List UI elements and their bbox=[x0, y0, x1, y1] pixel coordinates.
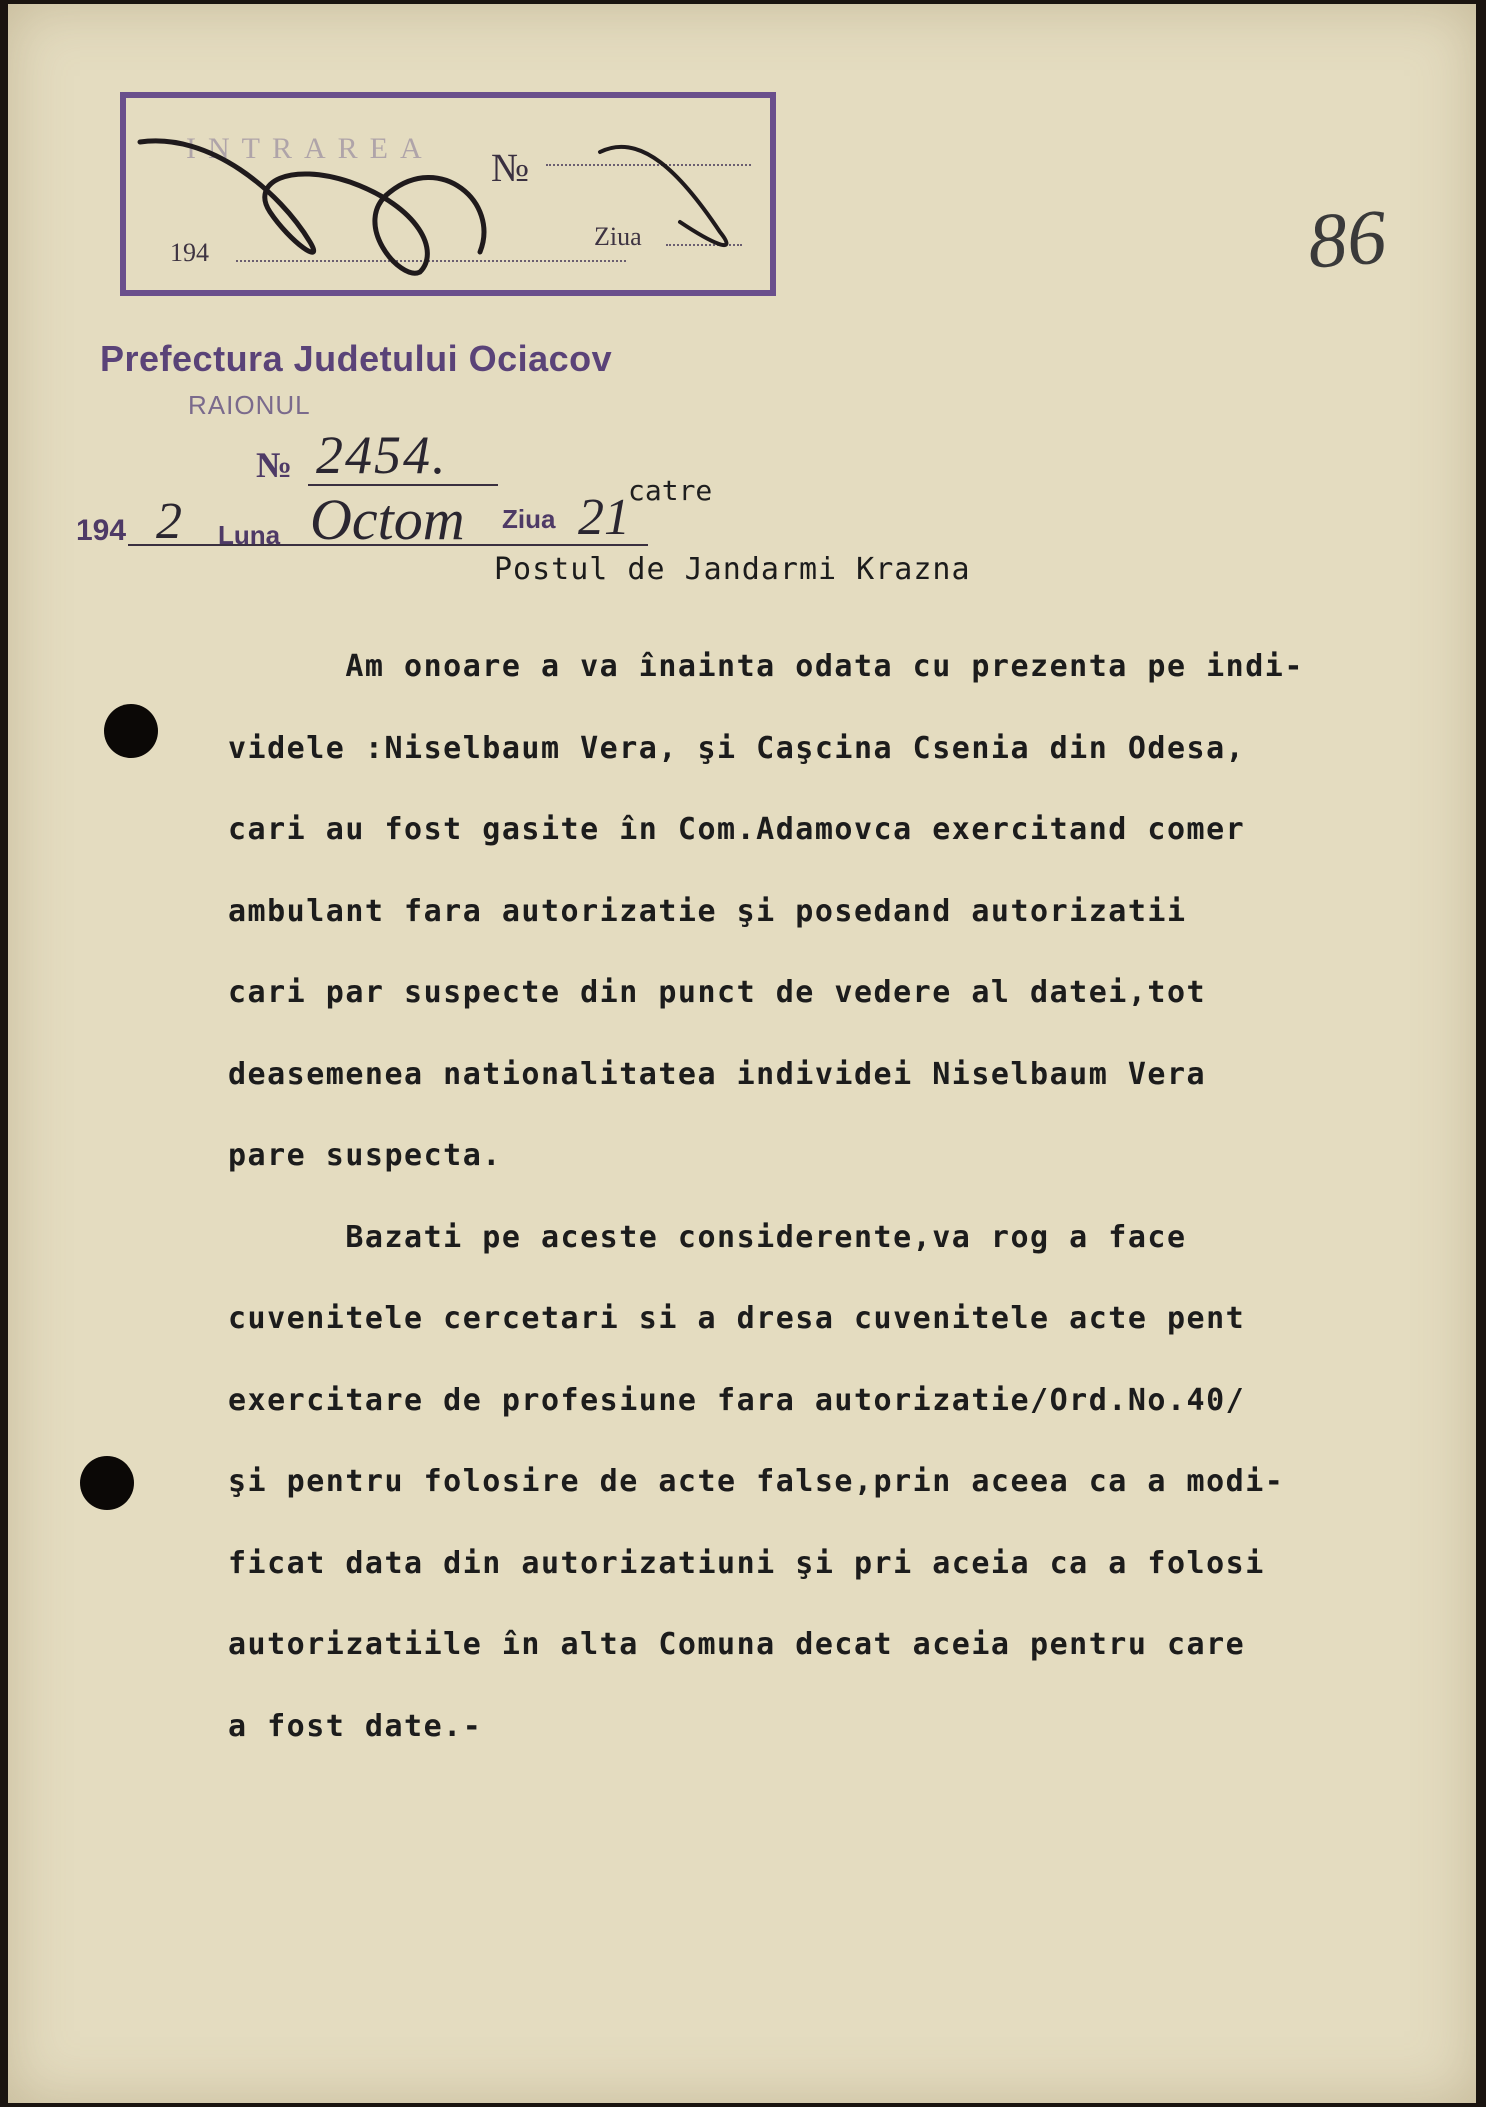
registration-number-sign: № bbox=[256, 445, 293, 485]
body-line: cari au fost gasite în Com.Adamovca exercitand comer bbox=[228, 812, 1246, 847]
stamp-day-label: Ziua bbox=[594, 222, 642, 251]
body-line: cuvenitele cercetari si a dresa cuvenitele acte pent bbox=[228, 1301, 1246, 1336]
punch-hole bbox=[104, 704, 158, 758]
year-digit: 2 bbox=[156, 493, 182, 550]
registration-number: 2454. bbox=[316, 425, 448, 485]
punch-hole bbox=[80, 1456, 134, 1510]
body-line: pare suspecta. bbox=[228, 1138, 502, 1173]
addressee-name: Postul de Jandarmi Krazna bbox=[494, 552, 971, 587]
body-line: a fost date.- bbox=[228, 1708, 483, 1744]
date-underline bbox=[128, 544, 648, 546]
body-line: şi pentru folosire de acte false,prin aceea ca a modi- bbox=[228, 1464, 1285, 1499]
month-value: Octom bbox=[310, 487, 465, 552]
cancellation-scribble bbox=[120, 92, 776, 296]
letter-body bbox=[228, 626, 1478, 1767]
day-label: Ziua bbox=[502, 504, 556, 534]
body-line: cari par suspecte din punct de vedere al datei,tot bbox=[228, 975, 1207, 1010]
stamp-faded-text: INTRAREA bbox=[186, 132, 434, 165]
body-line: exercitare de profesiune fara autorizatie/Ord.No.40/ bbox=[228, 1382, 1246, 1418]
body-line: autorizatiile în alta Comuna decat aceia pentru care bbox=[228, 1627, 1246, 1662]
stamp-year-prefix: 194 bbox=[170, 238, 209, 267]
day-value: 21 bbox=[578, 489, 630, 546]
prefecture-stamp: Prefectura Judetului Ociacov bbox=[100, 338, 613, 379]
body-line: ambulant fara autorizatie şi posedand autorizatii bbox=[228, 893, 1187, 929]
catre-label: catre bbox=[628, 474, 713, 507]
body-line: videle :Niselbaum Vera, şi Caşcina Csenia din Odesa, bbox=[228, 730, 1246, 766]
year-prefix: 194 bbox=[76, 514, 127, 547]
body-line: deasemenea nationalitatea individei Niselbaum Vera bbox=[228, 1056, 1207, 1092]
stamp-number-sign: № bbox=[491, 145, 530, 190]
raion-label: RAIONUL bbox=[188, 390, 311, 420]
body-line: Bazati pe aceste considerente,va rog a face bbox=[228, 1219, 1187, 1255]
document-page bbox=[8, 4, 1476, 2103]
page-number: 86 bbox=[1305, 192, 1389, 285]
body-line: ficat data din autorizatiuni şi pri aceia ca a folosi bbox=[228, 1545, 1265, 1581]
month-label: Luna bbox=[218, 520, 281, 550]
body-line: Am onoare a va înainta odata cu prezenta pe indi- bbox=[228, 649, 1304, 684]
